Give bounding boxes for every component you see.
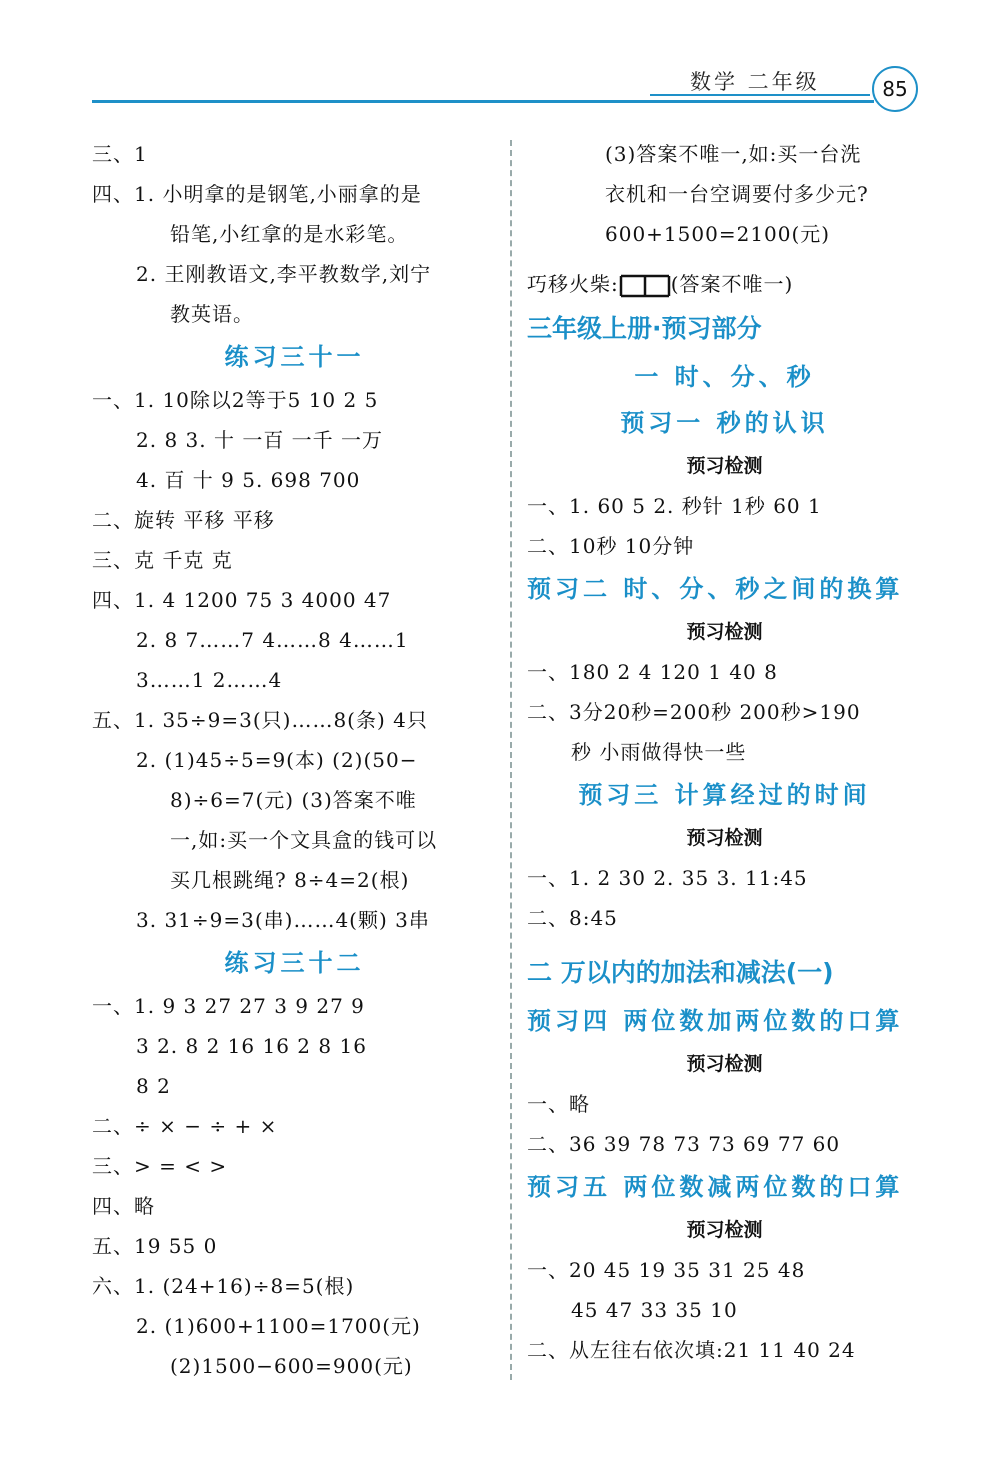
line-text: 一、1. 2 30 2. 35 3. 11:45 xyxy=(527,866,808,890)
section-heading xyxy=(527,354,922,400)
line-text: (2)1500−600=900(元) xyxy=(170,1354,413,1378)
line-text: 二 万以内的加法和减法(一) xyxy=(527,958,834,987)
answer-line xyxy=(92,1266,497,1306)
answer-line xyxy=(92,780,497,820)
answer-line xyxy=(92,1346,497,1386)
answer-line xyxy=(527,898,922,938)
line-text: 二、÷ × − ÷ + × xyxy=(92,1114,278,1138)
line-text: 二、旋转 平移 平移 xyxy=(92,508,275,532)
answer-line xyxy=(527,1290,922,1330)
line-text: 3. 31÷9=3(串)……4(颗) 3串 xyxy=(136,908,430,932)
line-text: 一,如:买一个文具盒的钱可以 xyxy=(170,828,438,852)
answer-line xyxy=(527,652,922,692)
answer-line xyxy=(92,380,497,420)
answer-line xyxy=(92,700,497,740)
line-text: 一、1. 60 5 2. 秒针 1秒 60 1 xyxy=(527,494,822,518)
line-text: 8)÷6=7(元) (3)答案不唯 xyxy=(170,788,417,812)
line-text: 预习检测 xyxy=(686,827,763,849)
line-text: 3……1 2……4 xyxy=(136,668,283,692)
spacer xyxy=(527,254,922,264)
line-text: 2. 8 7……7 4……8 4……1 xyxy=(136,628,409,652)
answer-line xyxy=(527,1124,922,1164)
line-text: 一、1. 9 3 27 27 3 9 27 9 xyxy=(92,994,365,1018)
line-text: 三年级上册·预习部分 xyxy=(527,314,762,343)
line-text: 衣机和一台空调要付多少元? xyxy=(605,182,869,206)
line-text: 8 2 xyxy=(136,1074,171,1098)
subsection-heading xyxy=(527,1044,922,1084)
page-number: 85 xyxy=(872,66,918,112)
answer-line xyxy=(527,1250,922,1290)
subsection-heading xyxy=(527,612,922,652)
answer-line xyxy=(92,134,497,174)
section-heading xyxy=(527,400,922,446)
line-text: 练习三十一 xyxy=(224,343,365,371)
answer-line xyxy=(527,214,922,254)
answer-line xyxy=(92,986,497,1026)
answer-line xyxy=(92,1026,497,1066)
line-text: 买几根跳绳? 8÷4=2(根) xyxy=(170,868,410,892)
line-text: 五、19 55 0 xyxy=(92,1234,218,1258)
line-text: 预习五 两位数减两位数的口算 xyxy=(527,1173,904,1201)
answer-line xyxy=(92,500,497,540)
subsection-heading xyxy=(527,818,922,858)
line-text: 预习检测 xyxy=(686,621,763,643)
line-text: 2. (1)45÷5=9(本) (2)(50− xyxy=(136,748,418,772)
line-text: 一、180 2 4 120 1 40 8 xyxy=(527,660,778,684)
answer-line xyxy=(92,1226,497,1266)
line-text: 预习检测 xyxy=(686,1053,763,1075)
line-text: 3 2. 8 2 16 16 2 8 16 xyxy=(136,1034,367,1058)
line-text: 二、3分20秒=200秒 200秒>190 xyxy=(527,700,861,724)
line-text: 一、略 xyxy=(527,1092,590,1116)
answer-line xyxy=(527,692,922,732)
line-text: 四、1. 4 1200 75 3 4000 47 xyxy=(92,588,392,612)
line-text: 练习三十二 xyxy=(224,949,365,977)
line-text: 4. 百 十 9 5. 698 700 xyxy=(136,468,361,492)
answer-line xyxy=(92,620,497,660)
answer-line xyxy=(92,254,497,294)
line-text: 一、1. 10除以2等于5 10 2 5 xyxy=(92,388,379,412)
line-text: 45 47 33 35 10 xyxy=(571,1298,738,1322)
line-text: 一、20 45 19 35 31 25 48 xyxy=(527,1258,806,1282)
section-heading xyxy=(527,566,922,612)
answer-line xyxy=(92,1066,497,1106)
line-text: (3)答案不唯一,如:买一台洗 xyxy=(605,142,862,166)
answer-line xyxy=(527,1084,922,1124)
line-text: 2. (1)600+1100=1700(元) xyxy=(136,1314,421,1338)
answer-line xyxy=(527,264,922,304)
line-text: 600+1500=2100(元) xyxy=(605,222,831,246)
line-text: 一 时、分、秒 xyxy=(634,363,815,391)
line-text: 四、略 xyxy=(92,1194,155,1218)
line-text: 二、8:45 xyxy=(527,906,618,930)
line-text: 预习三 计算经过的时间 xyxy=(578,781,871,809)
section-heading xyxy=(527,998,922,1044)
line-text: 巧移火柴: xyxy=(527,272,619,296)
section-heading xyxy=(527,304,922,354)
answer-line xyxy=(92,900,497,940)
line-text: 二、10秒 10分钟 xyxy=(527,534,695,558)
answer-line xyxy=(92,540,497,580)
subsection-heading xyxy=(527,1210,922,1250)
line-text: 二、从左往右依次填:21 11 40 24 xyxy=(527,1338,856,1362)
answer-line xyxy=(527,732,922,772)
answer-line xyxy=(92,860,497,900)
line-text: 三、> = < > xyxy=(92,1154,228,1178)
line-text: 四、1. 小明拿的是钢笔,小丽拿的是 xyxy=(92,182,422,206)
matchstick-figure-icon xyxy=(619,274,671,298)
line-text: 三、1 xyxy=(92,142,148,166)
answer-line xyxy=(92,460,497,500)
line-text: 三、克 千克 克 xyxy=(92,548,233,572)
answer-line xyxy=(92,740,497,780)
line-text: 2. 8 3. 十 一百 一千 一万 xyxy=(136,428,384,452)
answer-line xyxy=(92,820,497,860)
answer-line xyxy=(527,858,922,898)
answer-line xyxy=(527,134,922,174)
line-text: 二、36 39 78 73 73 69 77 60 xyxy=(527,1132,841,1156)
section-heading xyxy=(92,334,497,380)
column-divider xyxy=(510,140,512,1380)
line-text: 预习检测 xyxy=(686,455,763,477)
section-heading xyxy=(92,940,497,986)
line-text: 预习二 时、分、秒之间的换算 xyxy=(527,575,904,603)
header-title: 数学 二年级 xyxy=(690,70,820,94)
subsection-heading xyxy=(527,446,922,486)
line-text: 铅笔,小红拿的是水彩笔。 xyxy=(170,222,409,246)
line-text: 预习一 秒的认识 xyxy=(620,409,829,437)
answer-line xyxy=(527,526,922,566)
answer-line xyxy=(92,1186,497,1226)
line-text: 五、1. 35÷9=3(只)……8(条) 4只 xyxy=(92,708,428,732)
line-text: 教英语。 xyxy=(170,302,254,326)
line-text: 预习检测 xyxy=(686,1219,763,1241)
line-note: (答案不唯一) xyxy=(670,272,794,296)
line-text: 预习四 两位数加两位数的口算 xyxy=(527,1007,904,1035)
answer-line xyxy=(92,1106,497,1146)
answer-line xyxy=(92,174,497,214)
line-text: 秒 小雨做得快一些 xyxy=(571,740,747,764)
answer-line xyxy=(527,486,922,526)
answer-line xyxy=(527,1330,922,1370)
answer-line xyxy=(92,214,497,254)
answer-line xyxy=(92,420,497,460)
answer-line xyxy=(92,294,497,334)
header-rule xyxy=(92,100,874,103)
line-text: 六、1. (24+16)÷8=5(根) xyxy=(92,1274,355,1298)
right-column xyxy=(527,134,922,1370)
left-column xyxy=(92,134,497,1386)
answer-line xyxy=(92,1146,497,1186)
answer-line xyxy=(92,1306,497,1346)
answer-line xyxy=(527,174,922,214)
section-heading xyxy=(527,948,922,998)
line-text: 2. 王刚教语文,李平教数学,刘宁 xyxy=(136,262,432,286)
spacer xyxy=(527,938,922,948)
answer-line xyxy=(92,580,497,620)
answer-line xyxy=(92,660,497,700)
section-heading xyxy=(527,1164,922,1210)
section-heading xyxy=(527,772,922,818)
